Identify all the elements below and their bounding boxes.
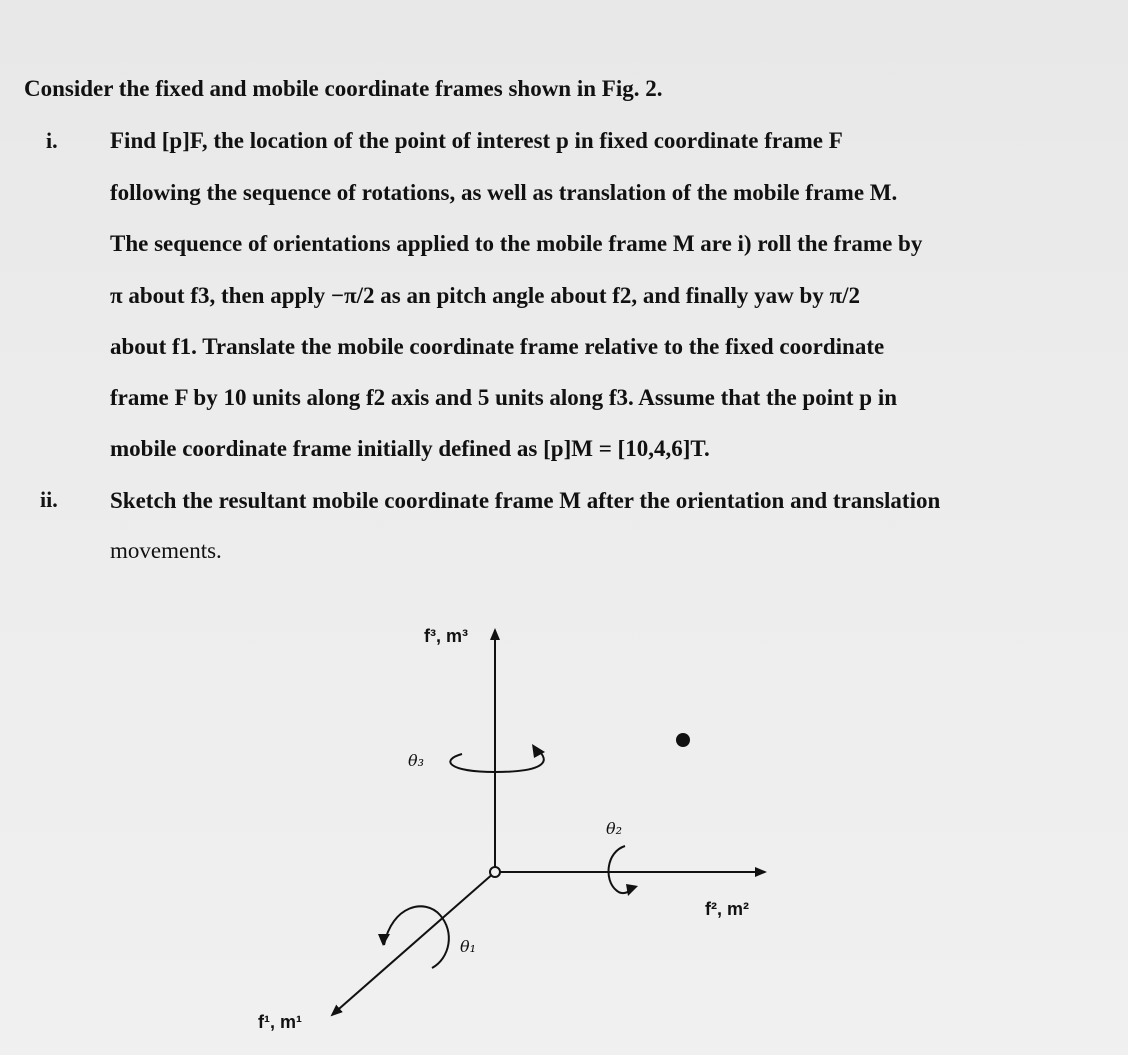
point-p-marker: [676, 733, 690, 747]
part-i-line-5: about f1. Translate the mobile coordinate frame relative to the fixed coordinate: [110, 334, 885, 359]
theta3-label: θ₃: [408, 751, 425, 770]
part-i-number: i.: [46, 128, 58, 153]
part-i-line-3: The sequence of orientations applied to the mobile frame M are i) roll the frame by: [110, 231, 923, 256]
part-i-line-2: following the sequence of rotations, as well as translation of the mobile frame M.: [110, 180, 898, 205]
problem-intro: Consider the fixed and mobile coordinate frames shown in Fig. 2.: [24, 76, 663, 101]
part-ii-line-2: movements.: [110, 538, 222, 563]
origin-marker: [490, 867, 500, 877]
theta1-arrowhead: [378, 934, 390, 946]
theta1-rotation-arrow: [384, 906, 449, 968]
theta2-arrowhead: [626, 884, 638, 896]
part-i-line-6: frame F by 10 units along f2 axis and 5 units along f3. Assume that the point p in: [110, 385, 898, 410]
part-i-line-4: π about f3, then apply −π/2 as an pitch angle about f2, and finally yaw by π/2: [110, 283, 860, 308]
part-i-line-1: Find [p]F, the location of the point of interest p in fixed coordinate frame F: [110, 128, 843, 153]
part-ii-line-1: Sketch the resultant mobile coordinate frame M after the orientation and translation: [110, 488, 941, 513]
part-ii-number: ii.: [40, 487, 58, 512]
theta2-label: θ₂: [606, 819, 623, 838]
axis-f3-label: f³, m³: [424, 626, 468, 646]
part-i-line-7: mobile coordinate frame initially defined as [p]M = [10,4,6]T.: [110, 436, 710, 461]
axis-f1-label: f¹, m¹: [258, 1012, 302, 1032]
axis-f2-label: f², m²: [705, 899, 749, 919]
theta1-label: θ₁: [460, 937, 477, 956]
theta3-rotation-arrow: [450, 752, 543, 772]
